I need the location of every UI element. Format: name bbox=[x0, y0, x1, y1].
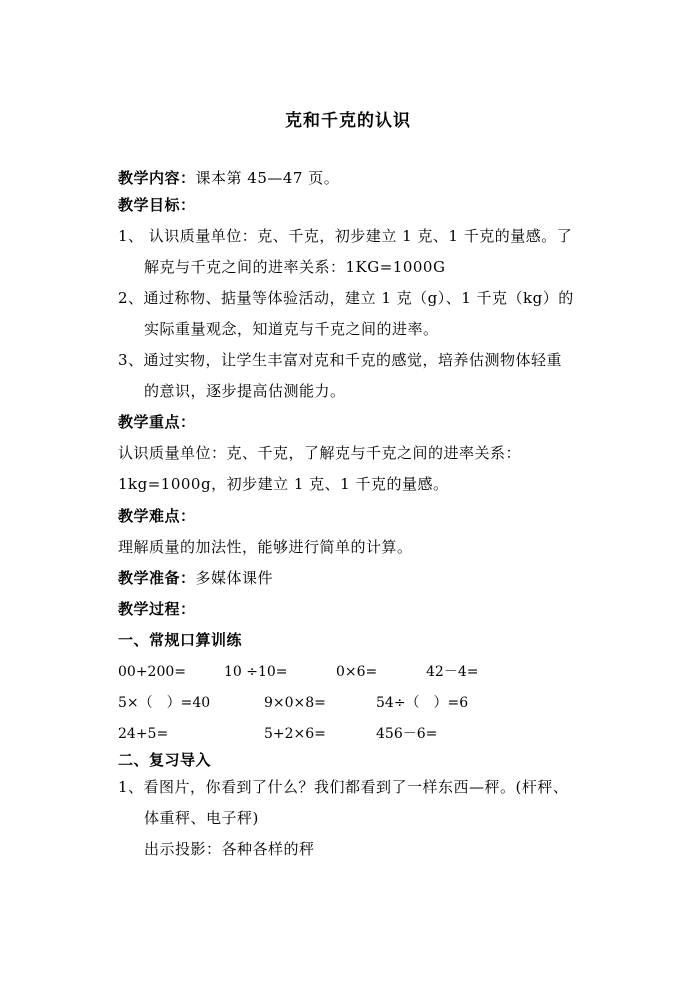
key-points-line-1: 认识质量单位：克、千克，了解克与千克之间的进率关系： bbox=[118, 444, 522, 462]
goal-2-line-1: 2、通过称物、掂量等体验活动，建立 1 克（g）、1 千克（kg）的 bbox=[118, 289, 574, 307]
prep-text: 多媒体课件 bbox=[195, 569, 274, 587]
section-2-heading: 二、复习导入 bbox=[118, 751, 212, 769]
review-show-line: 出示投影：各种各样的秤 bbox=[144, 840, 315, 858]
difficulty-label: 教学难点： bbox=[118, 507, 196, 525]
section-1-heading: 一、常规口算训练 bbox=[118, 631, 243, 649]
goal-1-line-1: 1、 认识质量单位：克、千克，初步建立 1 克、1 千克的量感。了 bbox=[118, 227, 573, 245]
review-1-line-2: 体重秤、电子秤) bbox=[144, 809, 259, 827]
calc-item: 00+200= bbox=[118, 664, 186, 680]
calc-item: 54÷（ ）=6 bbox=[376, 695, 469, 711]
process-label: 教学过程： bbox=[118, 600, 196, 618]
goal-3-line-2: 的意识，逐步提高估测能力。 bbox=[144, 382, 346, 400]
calc-item: 0×6= bbox=[336, 664, 378, 680]
key-points-line-2: 1kg=1000g，初步建立 1 克、1 千克的量感。 bbox=[118, 475, 449, 493]
goals-label: 教学目标： bbox=[118, 196, 196, 214]
goal-2-line-2: 实际重量观念，知道克与千克之间的进率。 bbox=[144, 320, 439, 338]
prep-line bbox=[118, 568, 273, 588]
difficulty-text: 理解质量的加法性，能够进行简单的计算。 bbox=[118, 538, 413, 556]
calc-item: 10 ÷10= bbox=[224, 664, 288, 680]
content-line bbox=[118, 168, 339, 188]
calc-item: 5×（ ）=40 bbox=[118, 695, 211, 711]
review-1-line-1: 1、看图片，你看到了什么？我们都看到了一样东西—秤。(杆秤、 bbox=[118, 778, 569, 796]
calc-item: 42－4= bbox=[426, 664, 479, 680]
goal-3-line-1: 3、通过实物，让学生丰富对克和千克的感觉，培养估测物体轻重 bbox=[118, 351, 563, 369]
calc-item: 24+5= bbox=[118, 726, 169, 742]
prep-label: 教学准备： bbox=[118, 569, 196, 587]
content-text: 课本第 45—47 页。 bbox=[195, 169, 340, 187]
content-label: 教学内容： bbox=[118, 169, 196, 187]
calc-item: 456－6= bbox=[376, 726, 438, 742]
calc-item: 5+2×6= bbox=[264, 726, 326, 742]
page-title: 克和千克的认识 bbox=[285, 111, 411, 131]
calc-item: 9×0×8= bbox=[264, 695, 326, 711]
key-points-label: 教学重点： bbox=[118, 413, 196, 431]
goal-1-line-2: 解克与千克之间的进率关系：1KG=1000G bbox=[144, 258, 446, 276]
